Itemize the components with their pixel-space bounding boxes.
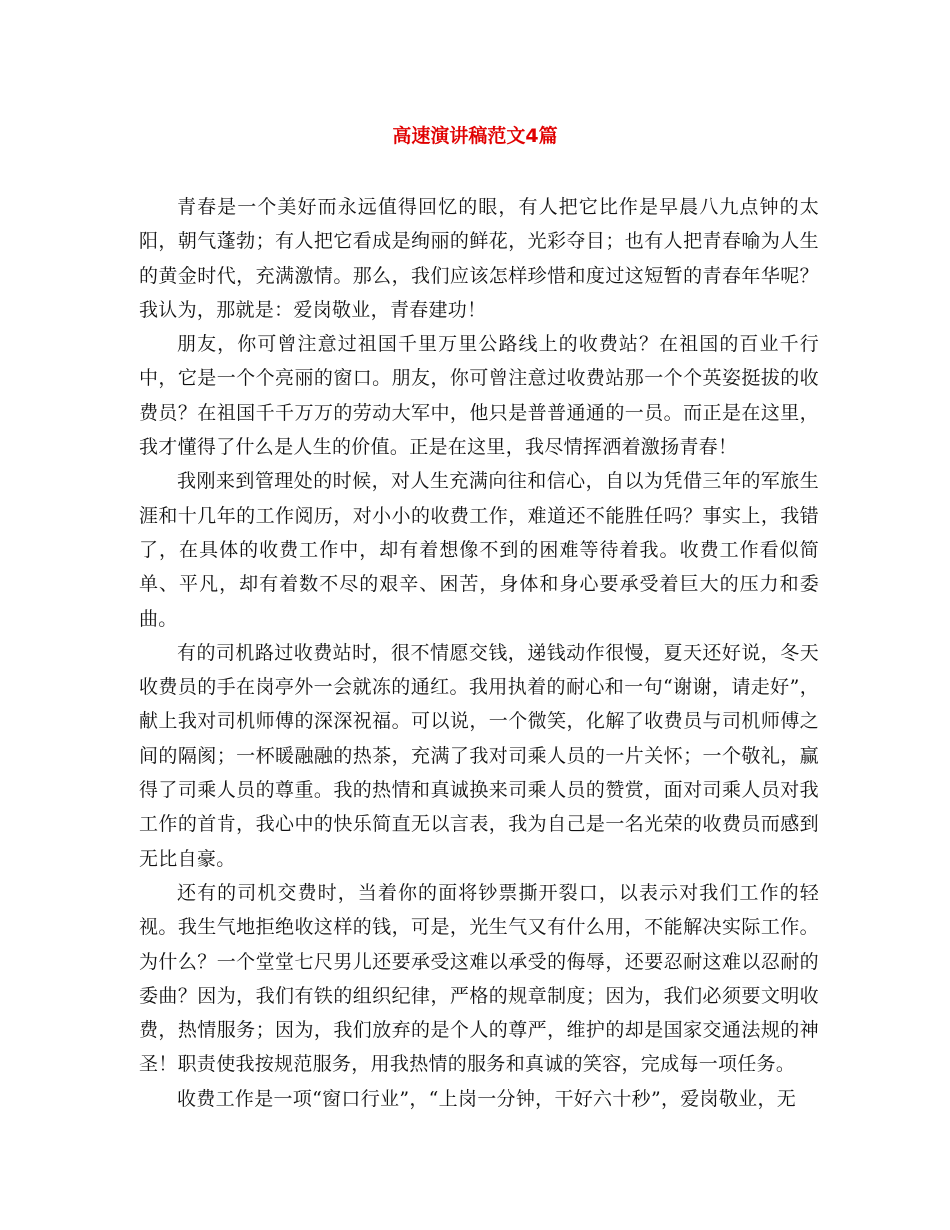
paragraph: 有的司机路过收费站时，很不情愿交钱，递钱动作很慢，夏天还好说，冬天收费员的手在岗亭外一会就冻的通红。我用执着的耐心和一句“谢谢，请走好”，献上我对司机师傅的深深祝福。可以说，一个微笑，化解了收费员与司机师傅之间的隔阂；一杯暖融融的热茶，充满了我对司乘人员的一片关怀；一个敬礼，赢得了司乘人员的尊重。我的热情和真诚换来司乘人员的赞赏，面对司乘人员对我工作的首肯，我心中的快乐简直无以言表，我为自己是一名光荣的收费员而感到无比自豪。 [139,641,819,870]
paragraph: 还有的司机交费时，当着你的面将钞票撕开裂口，以表示对我们工作的轻视。我生气地拒绝收这样的钱，可是，光生气又有什么用，不能解决实际工作。为什么？一个堂堂七尺男儿还要承受这难以承受的侮辱，还要忍耐这难以忍耐的委曲？因为，我们有铁的组织纪律，严格的规章制度；因为，我们必须要文明收费，热情服务；因为，我们放弃的是个人的尊严，维护的却是国家交通法规的神圣！职责使我按规范服务，用我热情的服务和真诚的笑容，完成每一项任务。 [139,881,819,1076]
paragraph: 青春是一个美好而永远值得回忆的眼，有人把它比作是早晨八九点钟的太阳，朝气蓬勃；有人把它看成是绚丽的鲜花，光彩夺目；也有人把青春喻为人生的黄金时代，充满激情。那么，我们应该怎样珍惜和度过这短暂的青春年华呢？我认为，那就是：爱岗敬业，青春建功！ [139,196,819,321]
paragraph: 朋友，你可曾注意过祖国千里万里公路线上的收费站？在祖国的百业千行中，它是一个个亮丽的窗口。朋友，你可曾注意过收费站那一个个英姿挺拔的收费员？在祖国千千万万的劳动大军中，他只是普普通通的一员。而正是在这里，我才懂得了什么是人生的价值。正是在这里，我尽情挥洒着激扬青春！ [139,333,819,459]
document-title: 高速演讲稿范文4篇 [392,125,558,147]
paragraph: 收费工作是一项“窗口行业”，“上岗一分钟，干好六十秒”，爱岗敬业，无 [177,1087,797,1110]
document-body [139,190,819,1116]
paragraph: 我刚来到管理处的时候，对人生充满向往和信心，自以为凭借三年的军旅生涯和十几年的工作阅历，对小小的收费工作，难道还不能胜任吗？事实上，我错了，在具体的收费工作中，却有着想像不到的困难等待着我。收费工作看似简单、平凡，却有着数不尽的艰辛、困苦，身体和身心要承受着巨大的压力和委曲。 [139,470,819,630]
